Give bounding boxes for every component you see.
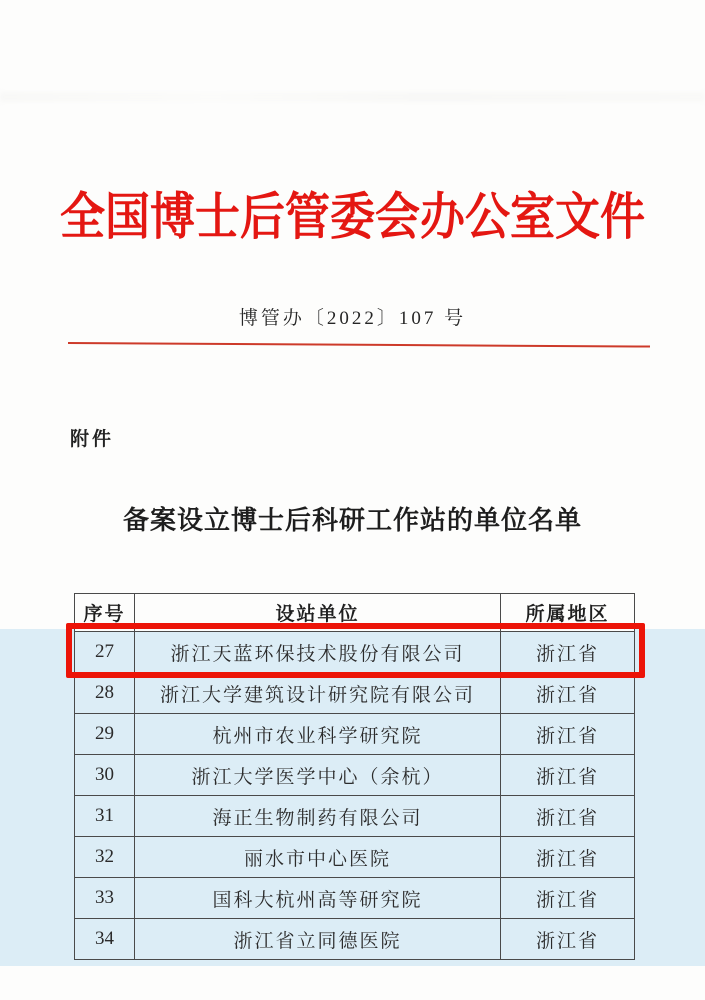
region-cell: 浙江省	[501, 714, 635, 755]
region-cell: 浙江省	[501, 632, 635, 673]
header-region: 所属地区	[501, 594, 635, 632]
row-number-cell: 30	[75, 755, 135, 796]
document-title: 全国博士后管委会办公室文件	[59, 189, 645, 246]
scan-artifact	[0, 92, 705, 102]
table-header-row	[75, 594, 635, 632]
table-row	[75, 796, 635, 837]
table-row	[75, 755, 635, 796]
row-number-cell: 28	[75, 673, 135, 714]
row-number-cell: 34	[75, 919, 135, 960]
region-cell: 浙江省	[501, 837, 635, 878]
row-number-cell: 31	[75, 796, 135, 837]
unit-name-cell: 杭州市农业科学研究院	[135, 714, 501, 755]
table-row	[75, 714, 635, 755]
unit-name-cell: 浙江天蓝环保技术股份有限公司	[135, 632, 501, 673]
attachment-label: 附件	[70, 429, 115, 450]
red-divider-line	[68, 342, 650, 348]
table-row	[75, 837, 635, 878]
unit-name-cell: 浙江大学建筑设计研究院有限公司	[135, 673, 501, 714]
units-table	[74, 593, 635, 960]
unit-name-cell: 浙江省立同德医院	[135, 919, 501, 960]
attachment-title: 备案设立博士后科研工作站的单位名单	[122, 505, 582, 535]
unit-name-cell: 海正生物制药有限公司	[135, 796, 501, 837]
row-number-cell: 33	[75, 878, 135, 919]
header-unit: 设站单位	[135, 594, 501, 632]
row-number-cell: 27	[75, 632, 135, 673]
table-row	[75, 878, 635, 919]
region-cell: 浙江省	[501, 755, 635, 796]
unit-name-cell: 丽水市中心医院	[135, 837, 501, 878]
row-number-cell: 29	[75, 714, 135, 755]
region-cell: 浙江省	[501, 919, 635, 960]
unit-name-cell: 国科大杭州高等研究院	[135, 878, 501, 919]
table-row	[75, 919, 635, 960]
region-cell: 浙江省	[501, 673, 635, 714]
table-row	[75, 673, 635, 714]
unit-name-cell: 浙江大学医学中心（余杭）	[135, 755, 501, 796]
row-number-cell: 32	[75, 837, 135, 878]
header-no: 序号	[75, 594, 135, 632]
table-row	[75, 632, 635, 673]
region-cell: 浙江省	[501, 878, 635, 919]
region-cell: 浙江省	[501, 796, 635, 837]
document-number: 博管办〔2022〕107 号	[238, 308, 467, 329]
